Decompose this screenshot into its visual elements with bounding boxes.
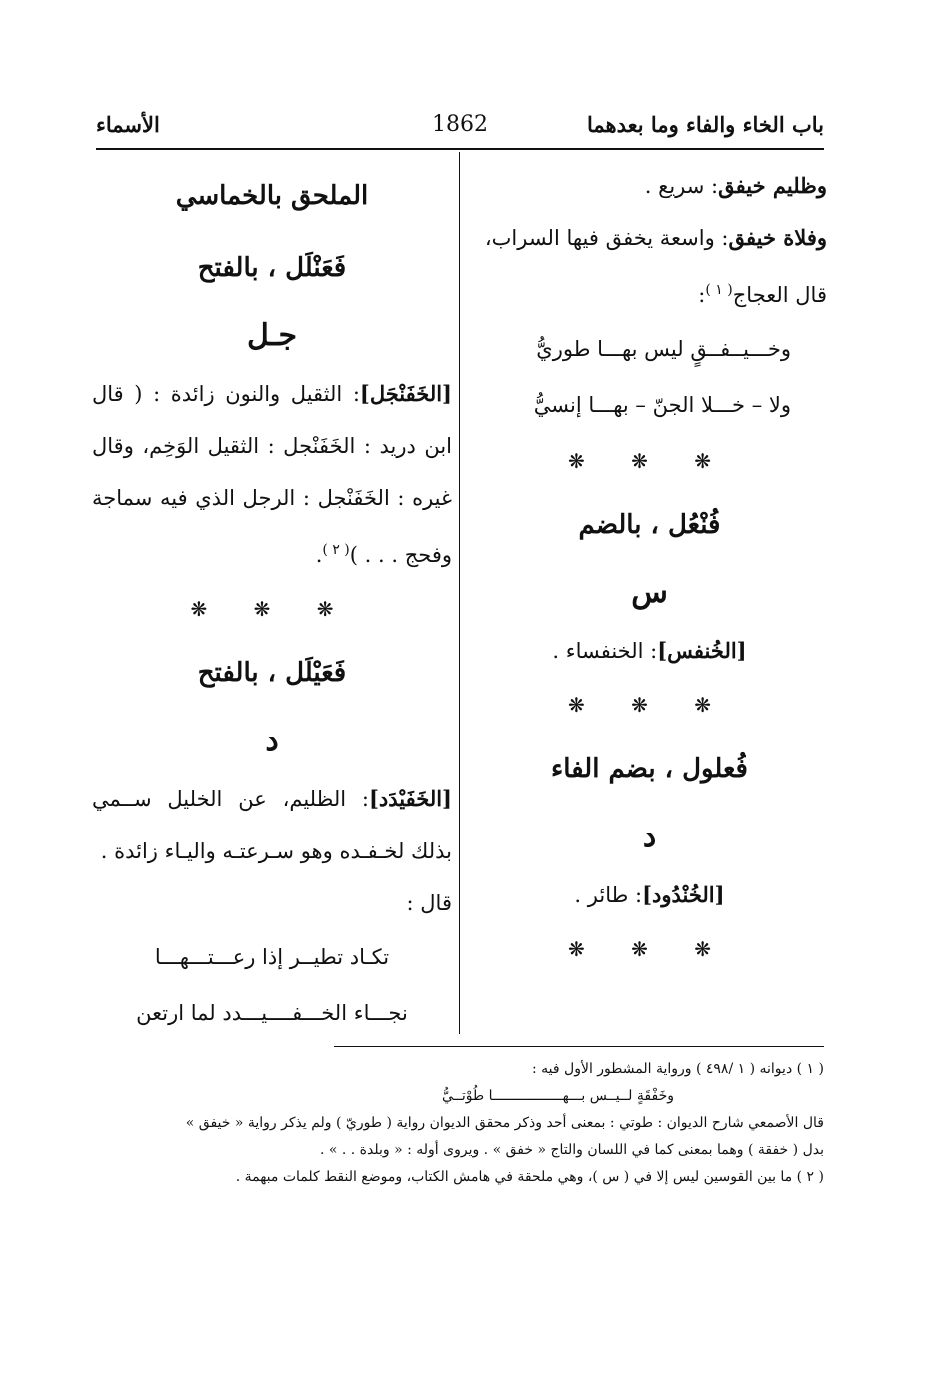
entry-text: : الثقيل والنون زائدة : ( قال bbox=[92, 382, 360, 406]
footnote-line: بدل ( خفقة ) وهما بمعنى كما في اللسان والتاج « خفق » . ويروى أوله : « وبلدة . . » . bbox=[319, 1142, 824, 1158]
verse-line: وخـــيــفــقٍ ليس بهـــا طوريُّ bbox=[536, 337, 791, 361]
entry-text: قال العجاج bbox=[732, 283, 827, 307]
chapter-title: باب الخاء والفاء وما بعدهما bbox=[587, 112, 824, 137]
footnote-line: قال الأصمعي شارح الديوان : طوتي : بمعنى أحد وذكر محقق الديوان رواية ( طوريّ ) ولم يذكر رواية « خيفق » bbox=[185, 1115, 824, 1131]
verse-line: ولا – خـــلا الجنّ – بهـــا إنسيُّ bbox=[533, 393, 791, 417]
section-heading: فُنْعُل ، بالضم bbox=[578, 510, 721, 540]
text-line bbox=[92, 524, 452, 581]
section-separator: ❋ ❋ ❋ bbox=[568, 449, 731, 473]
entry-text: . bbox=[315, 543, 323, 567]
root-letters: د bbox=[642, 819, 657, 854]
footnote-line: ( ٢ ) ما بين القوسين ليس إلا في ( س )، وهي ملحقة في هامش الكتاب، وموضع النقط كلمات مبهمة . bbox=[235, 1169, 824, 1185]
entry-text: وفحج . . . ) bbox=[349, 543, 452, 567]
root-letters: جـل bbox=[246, 318, 298, 353]
text-line bbox=[472, 160, 827, 212]
column-divider bbox=[459, 152, 460, 1034]
entry-term: [الخَفَيْدَد] bbox=[369, 786, 452, 811]
root-letters: د bbox=[265, 723, 279, 758]
entry-text: : واسعة يخفق فيها السراب، bbox=[484, 226, 729, 250]
section-separator: ❋ ❋ ❋ bbox=[568, 937, 731, 961]
footnote-ref: ( ١ ) bbox=[705, 282, 733, 298]
footnotes bbox=[150, 1056, 824, 1191]
section-separator: ❋ ❋ ❋ bbox=[190, 597, 354, 621]
text-line bbox=[472, 212, 827, 264]
header-rule bbox=[96, 148, 824, 150]
footnote-line: ( ١ ) ديوانه ( ١ /٤٩٨ ) ورواية المشطور الأول فيه : bbox=[531, 1061, 824, 1077]
verse-line: تكـاد تطيــر إذا رعـــتـــهـــا bbox=[154, 945, 390, 969]
text-line: ابن دريد : الخَفَنْجل : الثقيل الوَخِم، وقال bbox=[92, 434, 452, 458]
verse-line: نجـــاء الخـــفــــيـــدد لما ارتعن bbox=[136, 1001, 408, 1025]
text-line bbox=[92, 368, 452, 420]
text-line bbox=[472, 625, 827, 677]
text-line bbox=[472, 264, 827, 321]
entry-text: : الظليم، عن الخليل ســمي bbox=[92, 787, 369, 811]
running-header bbox=[96, 108, 824, 144]
entry-term: وظليم خيفق bbox=[718, 173, 827, 198]
section-heading: الملحق بالخماسي bbox=[175, 181, 369, 211]
entry-text: : الخنفساء . bbox=[552, 639, 658, 663]
root-letters: س bbox=[631, 575, 668, 610]
section-separator: ❋ ❋ ❋ bbox=[568, 693, 731, 717]
text-line bbox=[92, 773, 452, 825]
left-column bbox=[92, 160, 452, 1041]
entry-text: : سريع . bbox=[644, 174, 719, 198]
page-number: 1862 bbox=[432, 112, 488, 137]
entry-text: : طائر . bbox=[574, 883, 643, 907]
section-title: الأسماء bbox=[96, 112, 160, 137]
entry-term: [الخَفَنْجَل] bbox=[359, 381, 452, 406]
section-heading: فُعلول ، بضم الفاء bbox=[551, 754, 748, 784]
text-line bbox=[472, 869, 827, 921]
entry-text: : bbox=[698, 283, 706, 307]
text-line: قال : bbox=[406, 891, 452, 915]
section-heading: فَعَيْلَل ، بالفتح bbox=[197, 658, 347, 688]
footnote-rule bbox=[334, 1046, 824, 1047]
section-heading: فَعَنْلَل ، بالفتح bbox=[197, 253, 347, 283]
right-column bbox=[472, 160, 827, 977]
text-line: غيره : الخَفَنْجل : الرجل الذي فيه سماجة bbox=[92, 486, 452, 510]
entry-term: [الخُنْدُود] bbox=[642, 882, 725, 907]
footnote-verse: وخَفْقَةٍ لــيــس بـــهـــــــــــــــــا طُوْتــيُّ bbox=[442, 1088, 674, 1104]
text-line: بذلك لخـفـده وهو سـرعتـه واليـاء زائدة . bbox=[100, 839, 452, 863]
entry-term: [الخُنفس] bbox=[657, 638, 747, 663]
footnote-ref: ( ٢ ) bbox=[322, 542, 350, 558]
entry-term: وفلاة خيفق bbox=[728, 225, 827, 250]
